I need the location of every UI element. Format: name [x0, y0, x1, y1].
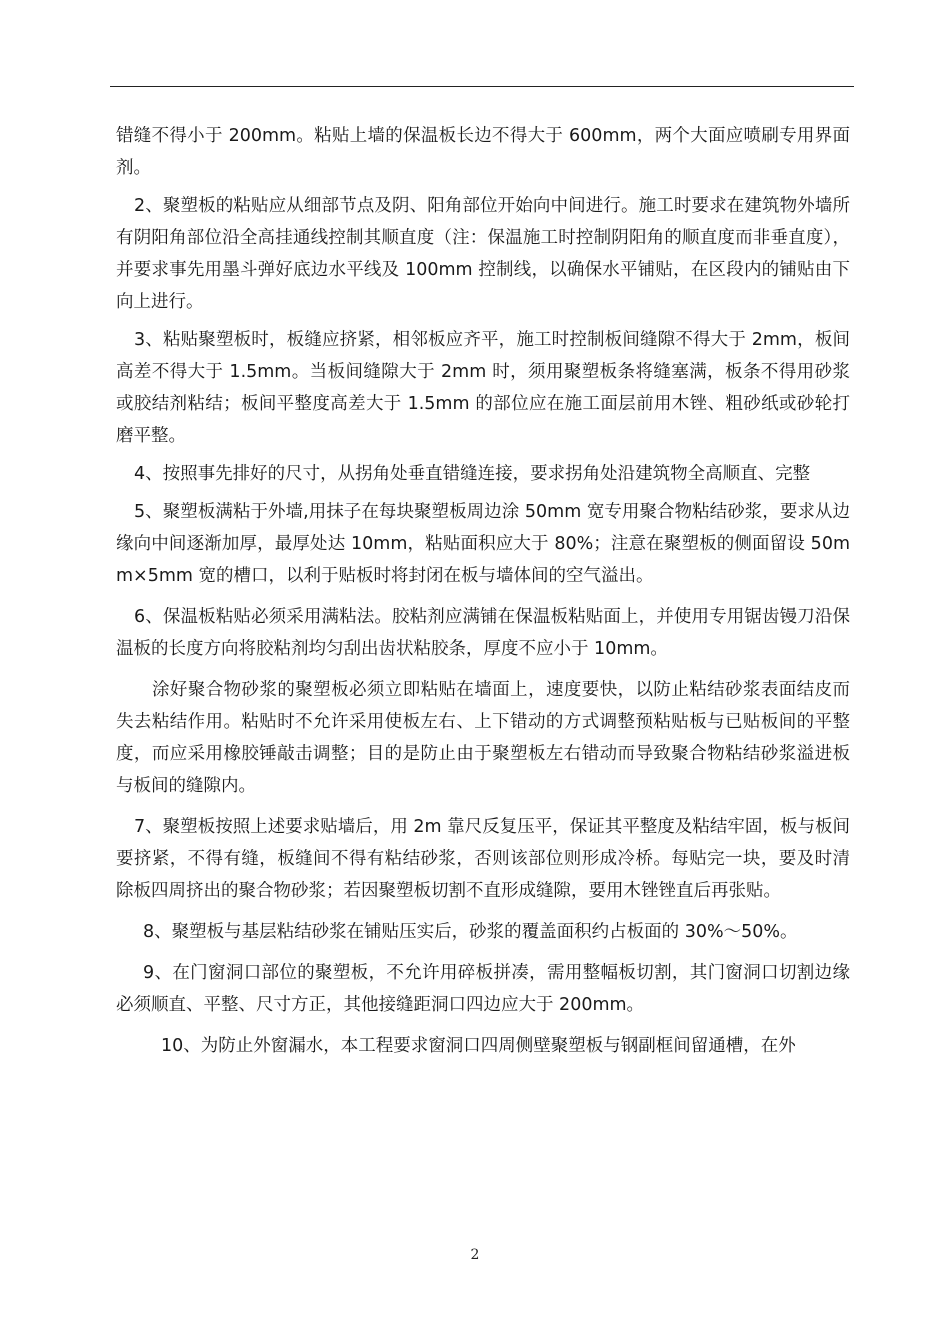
paragraph-item-6: 6、保温板粘贴必须采用满粘法。胶粘剂应满铺在保温板粘贴面上，并使用专用锯齿镘刀沿保温板的长度方向将胶粘剂均匀刮出齿状粘胶条，厚度不应小于 10mm。: [116, 607, 850, 659]
paragraph-item-10: 10、为防止外窗漏水，本工程要求窗洞口四周侧壁聚塑板与钢副框间留通槽，在外: [161, 1036, 796, 1056]
paragraph-item-8: 8、聚塑板与基层粘结砂浆在铺贴压实后，砂浆的覆盖面积约占板面的 30%～50%。: [143, 922, 798, 942]
page-number: 2: [470, 1247, 480, 1263]
paragraph-item-7: 7、聚塑板按照上述要求贴墙后，用 2m 靠尺反复压平，保证其平整度及粘结牢固，板与板间要挤紧，不得有缝，板缝间不得有粘结砂浆，否则该部位则形成冷桥。每贴完一块，要及时清除板四周挤出的聚合物砂浆；若因聚塑板切割不直形成缝隙，要用木锉锉直后再张贴。: [116, 817, 850, 901]
paragraph-item-2: 2、聚塑板的粘贴应从细部节点及阴、阳角部位开始向中间进行。施工时要求在建筑物外墙所有阴阳角部位沿全高挂通线控制其顺直度（注：保温施工时控制阴阳角的顺直度而非垂直度），并要求事先用墨斗弹好底边水平线及 100mm 控制线，以确保水平铺贴，在区段内的铺贴由下向上进行。: [116, 196, 850, 312]
paragraph-note: 涂好聚合物砂浆的聚塑板必须立即粘贴在墙面上，速度要快，以防止粘结砂浆表面结皮而失去粘结作用。粘贴时不允许采用使板左右、上下错动的方式调整预粘贴板与已贴板间的平整度，而应采用橡胶锤敲击调整；目的是防止由于聚塑板左右错动而导致聚合物粘结砂浆溢进板与板间的缝隙内。: [116, 680, 850, 796]
paragraph-item-3: 3、粘贴聚塑板时，板缝应挤紧，相邻板应齐平，施工时控制板间缝隙不得大于 2mm，板间高差不得大于 1.5mm。当板间缝隙大于 2mm 时，须用聚塑板条将缝塞满，板条不得用砂浆或胶结剂粘结；板间平整度高差大于 1.5mm 的部位应在施工面层前用木锉、粗砂纸或砂轮打磨平整。: [116, 330, 850, 446]
paragraph-item-5: 5、聚塑板满粘于外墙,用抹子在每块聚塑板周边涂 50mm 宽专用聚合物粘结砂浆，要求从边缘向中间逐渐加厚，最厚处达 10mm，粘贴面积应大于 80%；注意在聚塑板的侧面留设 50mm×5mm 宽的槽口，以利于贴板时将封闭在板与墙体间的空气溢出。: [116, 502, 850, 586]
header-rule: [110, 86, 854, 87]
paragraph-continuation: 错缝不得小于 200mm。粘贴上墙的保温板长边不得大于 600mm，两个大面应喷刷专用界面剂。: [116, 126, 850, 178]
document-body: [116, 120, 850, 1062]
paragraph-item-4: 4、按照事先排好的尺寸，从拐角处垂直错缝连接，要求拐角处沿建筑物全高顺直、完整: [134, 464, 811, 484]
paragraph-item-9: 9、在门窗洞口部位的聚塑板，不允许用碎板拼凑，需用整幅板切割，其门窗洞口切割边缘必须顺直、平整、尺寸方正，其他接缝距洞口四边应大于 200mm。: [116, 963, 850, 1015]
